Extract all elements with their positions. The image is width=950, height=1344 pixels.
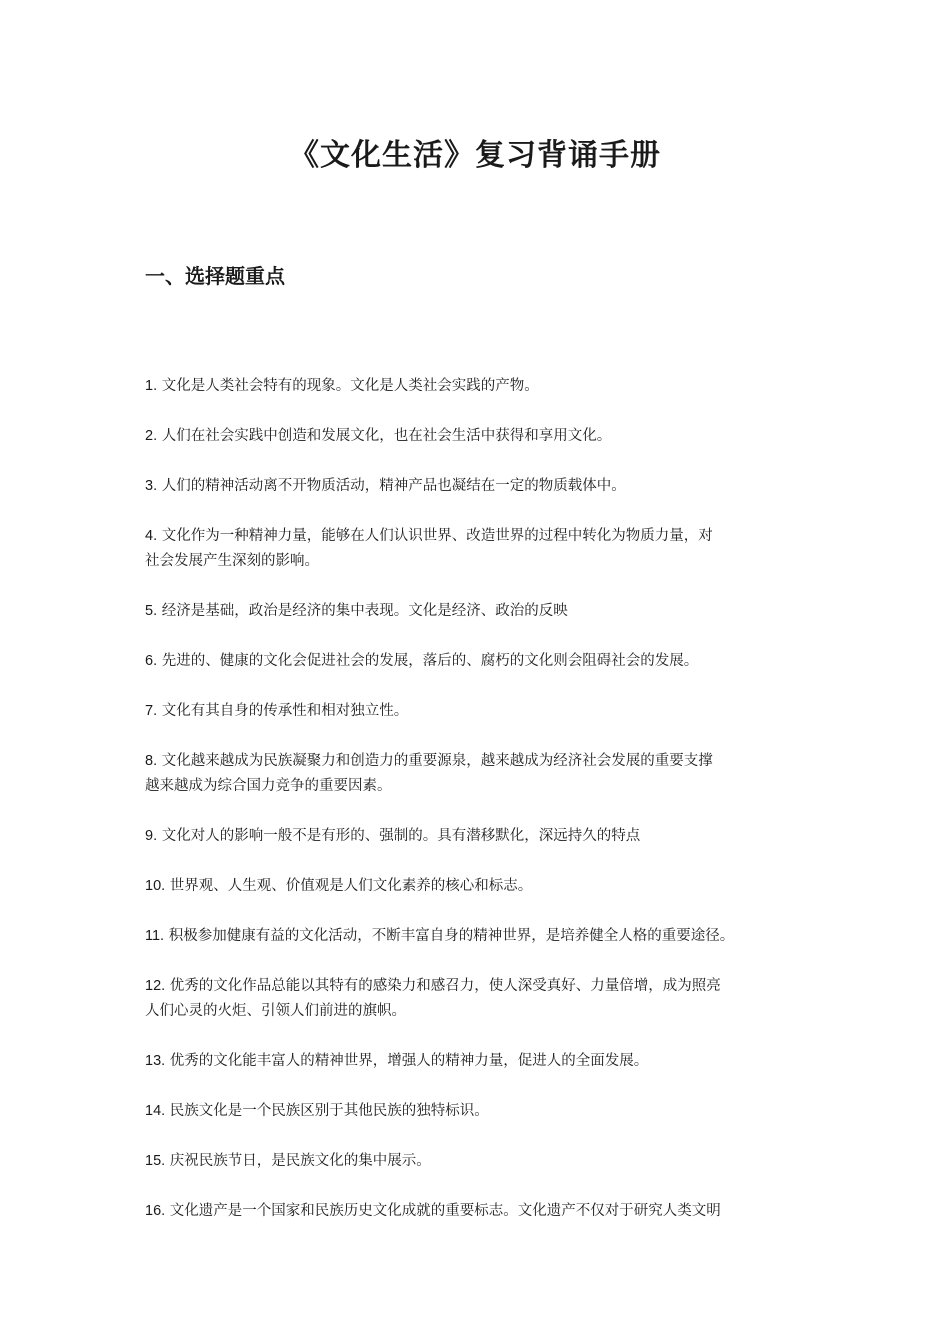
item-text: 庆祝民族节日，是民族文化的集中展示。	[169, 1153, 431, 1169]
list-item	[145, 424, 820, 449]
list-item	[145, 1149, 820, 1174]
list-item	[145, 1099, 820, 1124]
item-text: 优秀的文化作品总能以其特有的感染力和感召力，使人深受真好、力量倍增，成为照亮	[169, 978, 721, 994]
list-item	[145, 974, 820, 1024]
item-text: 优秀的文化能丰富人的精神世界，增强人的精神力量，促进人的全面发展。	[169, 1053, 649, 1069]
item-number: 7.	[145, 703, 158, 719]
list-item	[145, 374, 820, 399]
item-text: 文化有其自身的传承性和相对独立性。	[161, 703, 409, 719]
list-item	[145, 1049, 820, 1074]
item-number: 16.	[145, 1203, 166, 1219]
item-text: 世界观、人生观、价值观是人们文化素养的核心和标志。	[169, 878, 533, 894]
item-number: 4.	[145, 528, 158, 544]
item-text: 先进的、健康的文化会促进社会的发展，落后的、腐朽的文化则会阻碍社会的发展。	[161, 653, 699, 669]
item-text-continued: 社会发展产生深刻的影响。	[145, 553, 319, 569]
item-number: 8.	[145, 753, 158, 769]
item-number: 6.	[145, 653, 158, 669]
point-list	[145, 374, 820, 1249]
list-item	[145, 924, 820, 949]
list-item	[145, 1199, 820, 1224]
item-number: 1.	[145, 378, 158, 394]
item-text: 经济是基础，政治是经济的集中表现。文化是经济、政治的反映	[161, 603, 568, 619]
item-text-continued: 越来越成为综合国力竞争的重要因素。	[145, 778, 392, 794]
list-item	[145, 524, 820, 574]
item-text: 人们在社会实践中创造和发展文化，也在社会生活中获得和享用文化。	[161, 428, 612, 444]
item-text: 文化对人的影响一般不是有形的、强制的。具有潜移默化，深远持久的特点	[161, 828, 641, 844]
item-text-continued: 人们心灵的火炬、引领人们前进的旗帜。	[145, 1003, 406, 1019]
item-number: 11.	[145, 928, 165, 944]
item-text: 文化作为一种精神力量，能够在人们认识世界、改造世界的过程中转化为物质力量，对	[161, 528, 713, 544]
item-number: 15.	[145, 1153, 166, 1169]
list-item	[145, 874, 820, 899]
item-text: 文化是人类社会特有的现象。文化是人类社会实践的产物。	[161, 378, 539, 394]
item-text: 文化遗产是一个国家和民族历史文化成就的重要标志。文化遗产不仅对于研究人类文明	[169, 1203, 721, 1219]
item-text: 人们的精神活动离不开物质活动，精神产品也凝结在一定的物质载体中。	[161, 478, 626, 494]
list-item	[145, 599, 820, 624]
item-text: 文化越来越成为民族凝聚力和创造力的重要源泉，越来越成为经济社会发展的重要支撑	[161, 753, 713, 769]
item-number: 3.	[145, 478, 158, 494]
item-number: 13.	[145, 1053, 166, 1069]
item-number: 9.	[145, 828, 158, 844]
item-text: 民族文化是一个民族区别于其他民族的独特标识。	[169, 1103, 489, 1119]
list-item	[145, 749, 820, 799]
document-title: 《文化生活》复习背诵手册	[289, 138, 661, 173]
item-text: 积极参加健康有益的文化活动，不断丰富自身的精神世界，是培养健全人格的重要途径。	[168, 928, 735, 944]
section-heading: 一、选择题重点	[145, 264, 285, 288]
item-number: 5.	[145, 603, 158, 619]
item-number: 12.	[145, 978, 166, 994]
item-number: 14.	[145, 1103, 166, 1119]
list-item	[145, 474, 820, 499]
list-item	[145, 699, 820, 724]
item-number: 10.	[145, 878, 166, 894]
item-number: 2.	[145, 428, 158, 444]
list-item	[145, 649, 820, 674]
list-item	[145, 824, 820, 849]
